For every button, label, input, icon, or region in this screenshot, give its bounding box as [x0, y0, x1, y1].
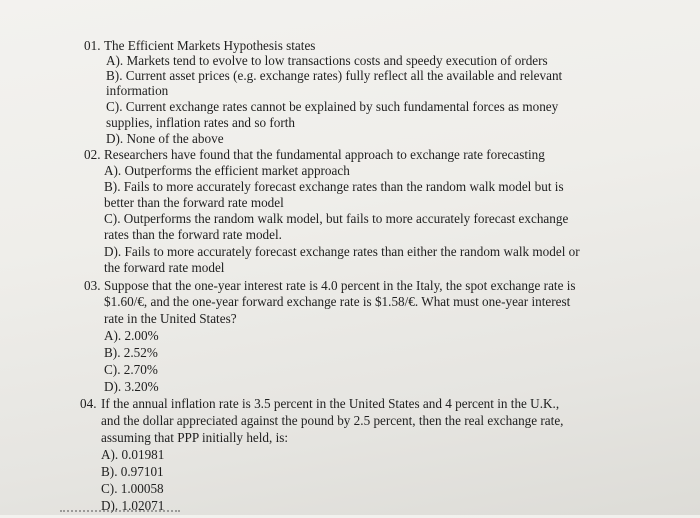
option-c-continued: supplies, inflation rates and so forth — [106, 115, 295, 130]
question-text: If the annual inflation rate is 3.5 percent in the United States and 4 percent in the U.K., — [101, 396, 560, 411]
option-c-continued: rates than the forward rate model. — [104, 227, 282, 242]
question-text: Researchers have found that the fundamental approach to exchange rate forecasting — [104, 147, 545, 162]
option-a: A). 2.00% — [104, 328, 159, 343]
option-a: A). 0.01981 — [101, 447, 165, 462]
question-number: 03. — [84, 278, 101, 293]
option-c: C). 1.00058 — [101, 481, 164, 496]
cut-off-next-text — [60, 510, 180, 518]
question-number: 02. — [84, 147, 101, 162]
option-b-continued: better than the forward rate model — [104, 195, 284, 210]
question-text: Suppose that the one-year interest rate is 4.0 percent in the Italy, the spot exchange rate is — [104, 278, 576, 293]
question-text-line-3: assuming that PPP initially held, is: — [101, 430, 289, 445]
question-text-line-2: $1.60/€, and the one-year forward exchange rate is $1.58/€. What must one-year interest — [104, 294, 571, 309]
option-d: D). 3.20% — [104, 379, 159, 394]
option-d: D). 1.02071 — [101, 498, 165, 513]
option-d: D). None of the above — [106, 131, 224, 146]
option-b: B). Fails to more accurately forecast exchange rates than the random walk model but is — [104, 179, 564, 194]
option-c: C). Outperforms the random walk model, but fails to more accurately forecast exchange — [104, 211, 569, 226]
cut-off-previous-text — [150, 0, 290, 2]
option-a: A). Outperforms the efficient market approach — [104, 163, 350, 178]
option-b-continued: information — [106, 83, 169, 98]
option-d-continued: the forward rate model — [104, 260, 225, 275]
question-text: The Efficient Markets Hypothesis states — [104, 38, 316, 53]
question-number: 01. — [84, 38, 101, 53]
option-a: A). Markets tend to evolve to low transactions costs and speedy execution of orders — [106, 53, 548, 68]
option-c: C). 2.70% — [104, 362, 158, 377]
question-text-line-3: rate in the United States? — [104, 311, 237, 326]
option-b: B). 2.52% — [104, 345, 158, 360]
option-b: B). Current asset prices (e.g. exchange rates) fully reflect all the available and relevant — [106, 68, 563, 83]
question-number: 04. — [80, 396, 97, 411]
option-b: B). 0.97101 — [101, 464, 164, 479]
option-d: D). Fails to more accurately forecast exchange rates than either the random walk model or — [104, 244, 580, 259]
option-c: C). Current exchange rates cannot be explained by such fundamental forces as money — [106, 99, 559, 114]
question-text-line-2: and the dollar appreciated against the pound by 2.5 percent, then the real exchange rate, — [101, 413, 564, 428]
